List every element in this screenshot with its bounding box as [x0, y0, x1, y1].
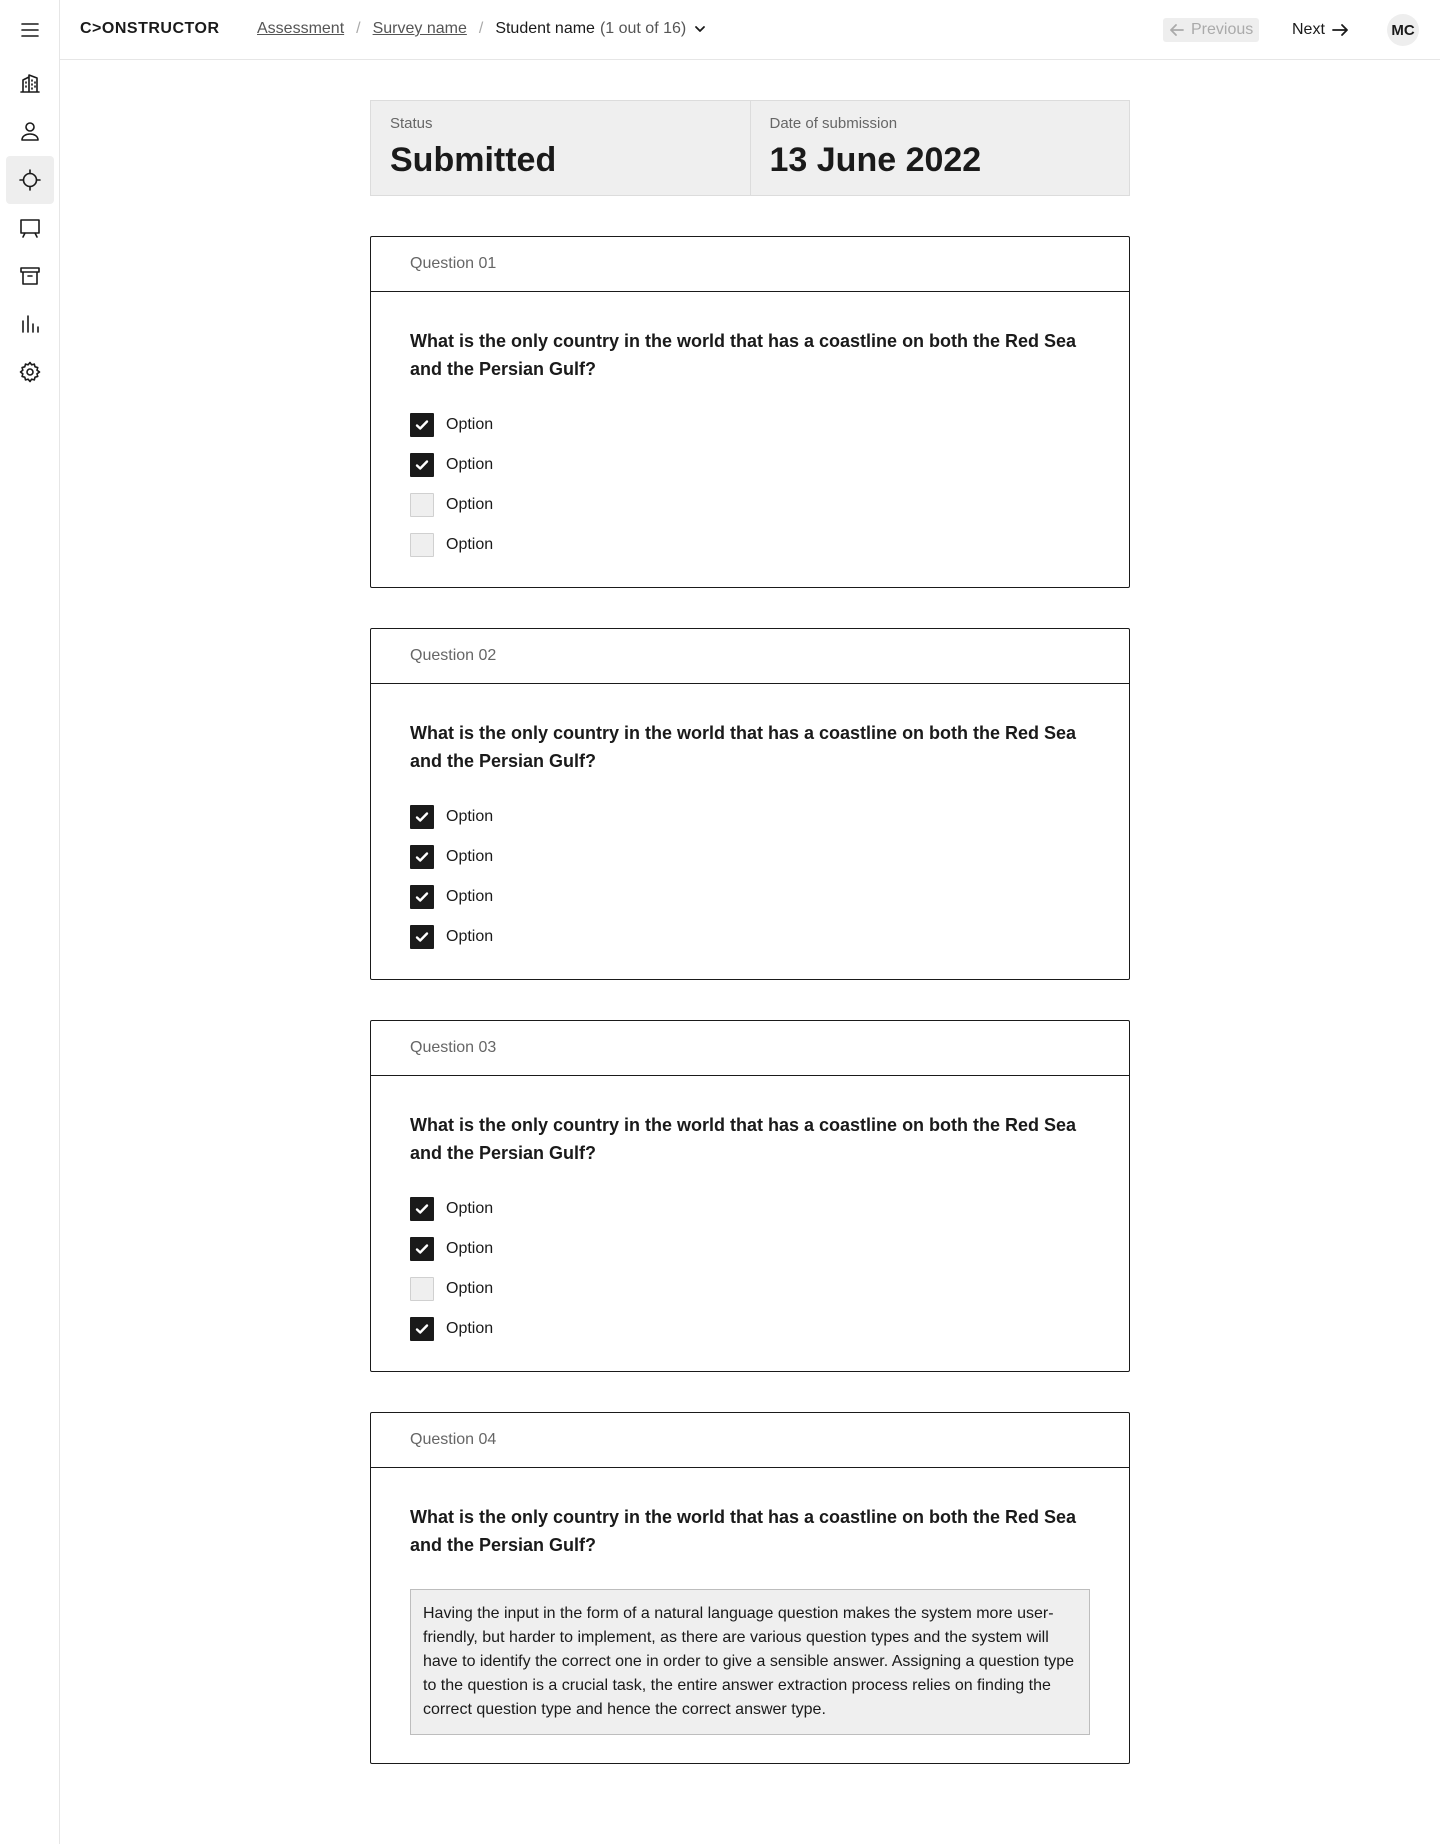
checkbox-checked[interactable] — [410, 925, 434, 949]
archive-icon — [18, 264, 42, 288]
checkbox-checked[interactable] — [410, 1317, 434, 1341]
breadcrumb — [257, 20, 708, 38]
option-item[interactable] — [410, 453, 1090, 477]
option-label: Option — [446, 536, 494, 553]
check-icon — [414, 889, 430, 905]
checkbox-checked[interactable] — [410, 1237, 434, 1261]
student-selector[interactable] — [495, 20, 708, 38]
option-item[interactable] — [410, 1197, 1090, 1221]
option-item[interactable] — [410, 1237, 1090, 1261]
crosshair-icon — [18, 168, 42, 192]
question-text: What is the only country in the world that has a coastline on both the Red Sea and the Persian Gulf? — [410, 331, 1077, 379]
option-item[interactable] — [410, 1277, 1090, 1301]
question-text: What is the only country in the world that has a coastline on both the Red Sea and the Persian Gulf? — [410, 1507, 1077, 1555]
checkbox-unchecked[interactable] — [410, 533, 434, 557]
logo: C>ONSTRUCTOR — [80, 20, 220, 37]
sidebar-item-archive[interactable] — [6, 252, 54, 300]
previous-button[interactable] — [1163, 18, 1259, 42]
option-label: Option — [446, 1240, 494, 1257]
question-text: What is the only country in the world that has a coastline on both the Red Sea and the Persian Gulf? — [410, 1115, 1077, 1163]
checkbox-checked[interactable] — [410, 845, 434, 869]
question-title: Question 01 — [371, 237, 1129, 292]
user-icon — [18, 119, 42, 143]
menu-icon — [18, 18, 42, 42]
check-icon — [414, 849, 430, 865]
question-title: Question 03 — [371, 1021, 1129, 1076]
arrow-right-icon — [1331, 21, 1349, 39]
option-label: Option — [446, 848, 494, 865]
breadcrumb-separator: / — [356, 20, 361, 37]
sidebar-item-analytics[interactable] — [6, 300, 54, 348]
check-icon — [414, 809, 430, 825]
top-bar — [60, 0, 1440, 60]
checkbox-checked[interactable] — [410, 413, 434, 437]
check-icon — [414, 929, 430, 945]
option-item[interactable] — [410, 885, 1090, 909]
checkbox-checked[interactable] — [410, 885, 434, 909]
option-label: Option — [446, 456, 494, 473]
presentation-icon — [18, 216, 42, 240]
checkbox-unchecked[interactable] — [410, 1277, 434, 1301]
gear-icon — [18, 360, 42, 384]
option-label: Option — [446, 416, 494, 433]
arrow-left-icon — [1169, 22, 1185, 38]
question-card — [370, 236, 1130, 588]
checkbox-checked[interactable] — [410, 1197, 434, 1221]
question-card — [370, 628, 1130, 980]
options-list — [410, 805, 1090, 949]
buildings-icon — [18, 71, 42, 95]
options-list — [410, 413, 1090, 557]
check-icon — [414, 1321, 430, 1337]
status-cell — [371, 101, 750, 195]
student-name: Student name — [495, 20, 595, 37]
sidebar — [0, 0, 60, 1844]
date-cell — [750, 101, 1130, 195]
option-label: Option — [446, 928, 494, 945]
option-item[interactable] — [410, 493, 1090, 517]
menu-button[interactable] — [6, 6, 54, 54]
option-item[interactable] — [410, 805, 1090, 829]
sidebar-item-settings[interactable] — [6, 348, 54, 396]
breadcrumb-assessment-link[interactable]: Assessment — [257, 20, 345, 37]
submission-summary — [370, 100, 1130, 196]
sidebar-item-target[interactable] — [6, 156, 54, 204]
option-label: Option — [446, 496, 494, 513]
option-item[interactable] — [410, 413, 1090, 437]
answer-text-box[interactable]: Having the input in the form of a natural language question makes the system more user-friendly, but harder to implement, as there are various question types and the system will have to identify the correct one in order to give a sensible answer. Assigning a question type to the question is a crucial task, the entire answer extraction process relies on finding the correct question type and hence the correct answer type. — [410, 1589, 1090, 1735]
sidebar-item-users[interactable] — [6, 107, 54, 155]
sidebar-item-presentation[interactable] — [6, 204, 54, 252]
options-list — [410, 1197, 1090, 1341]
breadcrumb-separator: / — [478, 20, 484, 37]
option-item[interactable] — [410, 1317, 1090, 1341]
checkbox-checked[interactable] — [410, 805, 434, 829]
check-icon — [414, 1201, 430, 1217]
option-label: Option — [446, 1200, 494, 1217]
check-icon — [414, 1241, 430, 1257]
option-label: Option — [446, 1320, 494, 1337]
status-value: Submitted — [390, 141, 557, 179]
date-label: Date of submission — [769, 115, 898, 132]
question-title: Question 04 — [371, 1413, 1129, 1468]
sidebar-item-buildings[interactable] — [6, 59, 54, 107]
option-item[interactable] — [410, 533, 1090, 557]
bar-chart-icon — [18, 312, 42, 336]
question-card — [370, 1020, 1130, 1372]
student-count: (1 out of 16) — [599, 20, 687, 37]
question-text: What is the only country in the world that has a coastline on both the Red Sea and the Persian Gulf? — [410, 723, 1077, 771]
option-item[interactable] — [410, 845, 1090, 869]
checkbox-unchecked[interactable] — [410, 493, 434, 517]
previous-label: Previous — [1191, 21, 1254, 38]
option-item[interactable] — [410, 925, 1090, 949]
question-title: Question 02 — [371, 629, 1129, 684]
check-icon — [414, 417, 430, 433]
next-label: Next — [1292, 21, 1325, 38]
chevron-down-icon — [692, 21, 708, 37]
option-label: Option — [446, 1280, 494, 1297]
option-label: Option — [446, 888, 494, 905]
checkbox-checked[interactable] — [410, 453, 434, 477]
status-label: Status — [390, 115, 433, 132]
next-button[interactable] — [1286, 18, 1355, 42]
avatar[interactable]: MC — [1387, 14, 1419, 46]
option-label: Option — [446, 808, 494, 825]
main-content — [370, 100, 1130, 1764]
breadcrumb-survey-link[interactable]: Survey name — [372, 20, 467, 37]
question-card — [370, 1412, 1130, 1764]
check-icon — [414, 457, 430, 473]
date-value: 13 June 2022 — [769, 141, 982, 179]
